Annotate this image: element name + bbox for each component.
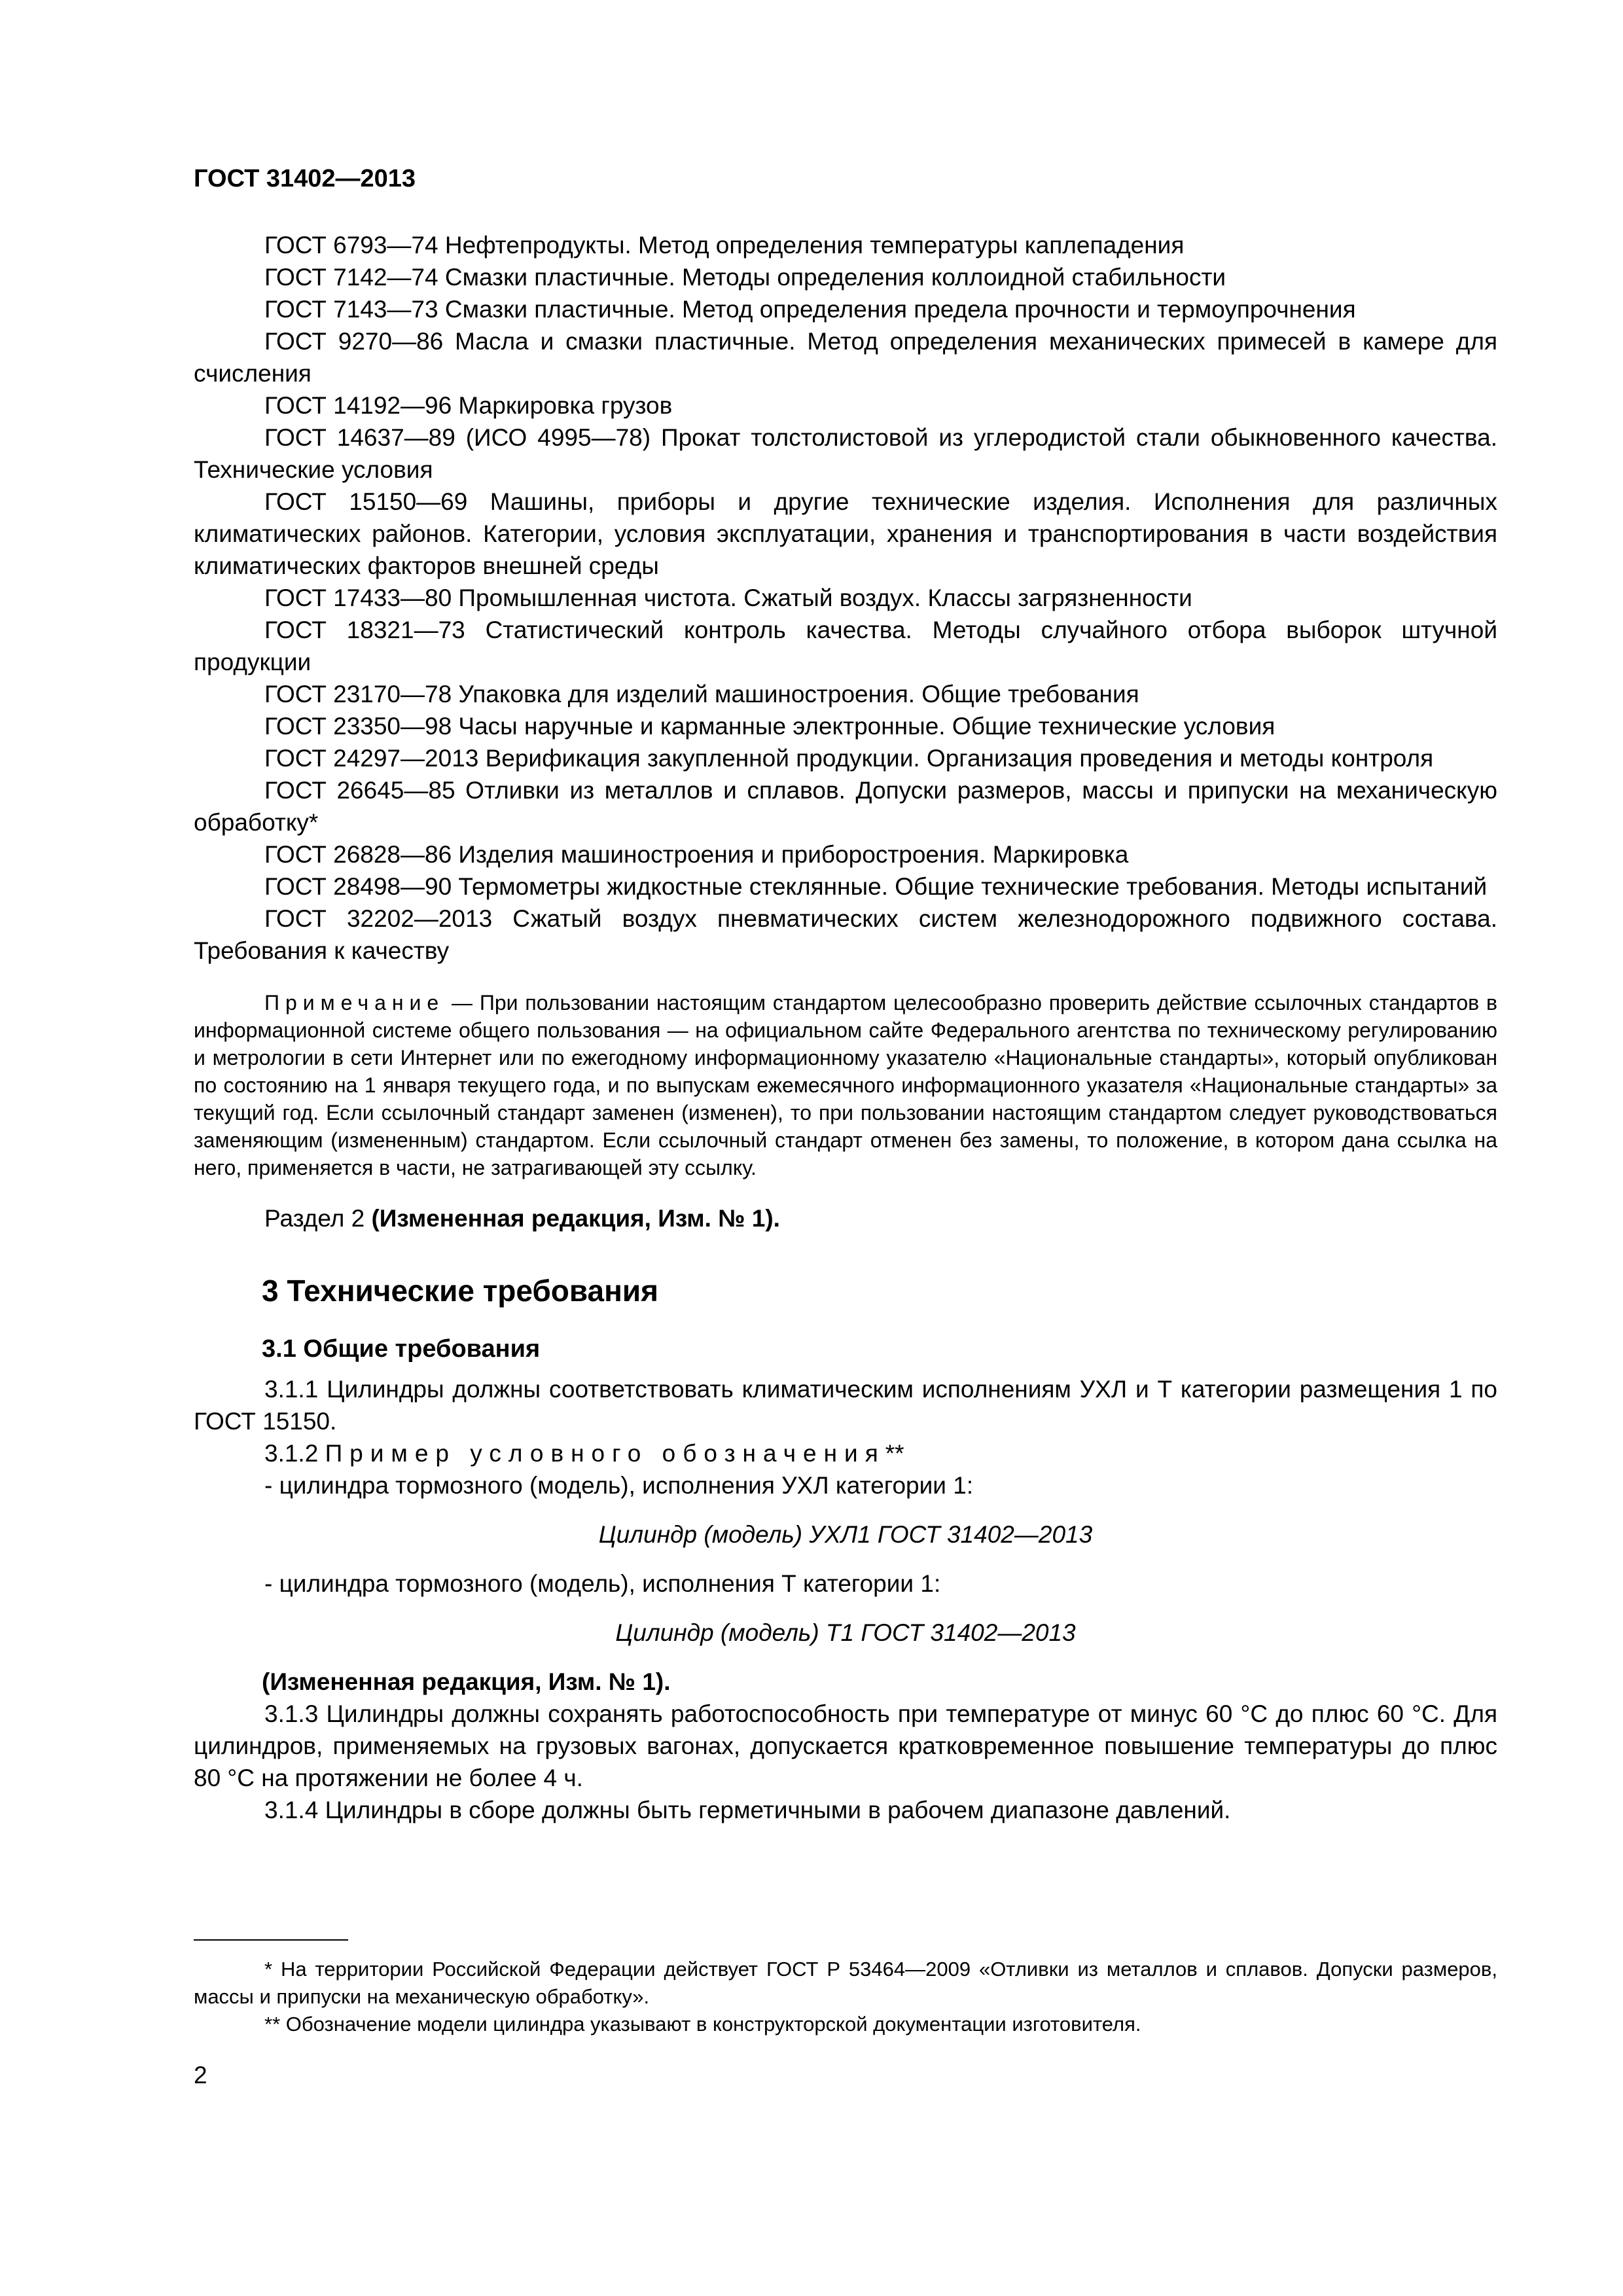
clause-label: Пример условного обозначения bbox=[325, 1440, 885, 1467]
example-description: - цилиндра тормозного (модель), исполнения УХЛ категории 1: bbox=[264, 1472, 974, 1499]
reference-item: ГОСТ 14637—89 (ИСО 4995—78) Прокат толстолистовой из углеродистой стали обыкновенного качества. Технические условия bbox=[194, 424, 1497, 483]
reference-item: ГОСТ 23350—98 Часы наручные и карманные электронные. Общие технические условия bbox=[264, 713, 1275, 740]
reference-list bbox=[194, 229, 1497, 967]
reference-item: ГОСТ 15150—69 Машины, приборы и другие технические изделия. Исполнения для различных климатических районов. Категории, условия эксплуатации, хранения и транспортирования в части воздействия климатических факторов внешней среды bbox=[194, 488, 1497, 579]
reference-item: ГОСТ 26828—86 Изделия машиностроения и приборостроения. Маркировка bbox=[264, 841, 1129, 868]
clause-amendment: (Измененная редакция, Изм. № 1). bbox=[262, 1668, 671, 1695]
footnote: * На территории Российской Федерации действует ГОСТ Р 53464—2009 «Отливки из металлов и сплавов. Допуски размеров, массы и припуски на механическую обработку». bbox=[194, 1958, 1497, 2008]
reference-item: ГОСТ 18321—73 Статистический контроль качества. Методы случайного отбора выборок штучной продукции bbox=[194, 617, 1497, 675]
page-number: 2 bbox=[194, 2062, 207, 2089]
reference-item: ГОСТ 32202—2013 Сжатый воздух пневматических систем железнодорожного подвижного состава. Требования к качеству bbox=[194, 905, 1497, 964]
footnote-separator bbox=[194, 1939, 348, 1941]
reference-item: ГОСТ 7142—74 Смазки пластичные. Методы определения коллоидной стабильности bbox=[264, 264, 1226, 291]
reference-item: ГОСТ 17433—80 Промышленная чистота. Сжатый воздух. Классы загрязненности bbox=[264, 584, 1192, 611]
reference-item: ГОСТ 28498—90 Термометры жидкостные стеклянные. Общие технические требования. Методы испытаний bbox=[264, 873, 1488, 900]
reference-item: ГОСТ 9270—86 Масла и смазки пластичные. Метод определения механических примесей в камере для счисления bbox=[194, 328, 1497, 387]
clause-3-1-3: 3.1.3 Цилиндры должны сохранять работоспособность при температуре от минус 60 °С до плюс 60 °С. Для цилиндров, применяемых на грузовых вагонах, допускается кратковременное повышение температуры до плюс 80 °С на протяжении не более 4 ч. bbox=[194, 1700, 1497, 1791]
reference-item: ГОСТ 7143—73 Смазки пластичные. Метод определения предела прочности и термоупрочнения bbox=[264, 296, 1356, 323]
document-header: ГОСТ 31402—2013 bbox=[194, 165, 416, 192]
reference-item: ГОСТ 14192—96 Маркировка грузов bbox=[264, 392, 673, 419]
section-title: 3 Технические требования bbox=[262, 1274, 658, 1308]
section2-amendment bbox=[194, 1202, 1497, 1234]
clause-3-1-1: 3.1.1 Цилиндры должны соответствовать климатическим исполнениям УХЛ и Т категории размещения 1 по ГОСТ 15150. bbox=[194, 1376, 1497, 1435]
subsection-title: 3.1 Общие требования bbox=[262, 1335, 541, 1363]
example-description: - цилиндра тормозного (модель), исполнения Т категории 1: bbox=[264, 1570, 941, 1597]
clause-number: 3.1.2 bbox=[264, 1440, 319, 1467]
section2-amendment-bold: (Измененная редакция, Изм. № 1). bbox=[371, 1205, 780, 1232]
reference-item: ГОСТ 24297—2013 Верификация закупленной продукции. Организация проведения и методы контроля bbox=[264, 745, 1434, 772]
reference-note bbox=[194, 989, 1497, 1181]
footnote: ** Обозначение модели цилиндра указывают в конструкторской документации изготовителя. bbox=[264, 2013, 1141, 2036]
section2-amendment-prefix: Раздел 2 bbox=[264, 1205, 365, 1232]
designation-example: Цилиндр (модель) УХЛ1 ГОСТ 31402—2013 bbox=[598, 1521, 1093, 1548]
footnotes bbox=[194, 1956, 1497, 2038]
reference-item: ГОСТ 26645—85 Отливки из металлов и сплавов. Допуски размеров, массы и припуски на механическую обработку* bbox=[194, 777, 1497, 836]
clause-3-1-2 bbox=[194, 1437, 1497, 1469]
footnote-mark: ** bbox=[885, 1440, 904, 1467]
reference-item: ГОСТ 23170—78 Упаковка для изделий машиностроения. Общие требования bbox=[264, 681, 1139, 708]
clause-3-1-4: 3.1.4 Цилиндры в сборе должны быть герметичными в рабочем диапазоне давлений. bbox=[264, 1797, 1231, 1823]
note-label: Примечание bbox=[264, 991, 445, 1014]
document-body bbox=[194, 229, 1497, 1826]
reference-item: ГОСТ 6793—74 Нефтепродукты. Метод определения температуры каплепадения bbox=[264, 232, 1185, 259]
designation-example: Цилиндр (модель) Т1 ГОСТ 31402—2013 bbox=[615, 1619, 1076, 1646]
note-text: — При пользовании настоящим стандартом целесообразно проверить действие ссылочных стандартов в информационной системе общего пользования — на официальном сайте Федерального агентства по техническому регулированию и метрологии в сети Интернет или по ежегодному информационному указателю «Национальные стандарты», который опубликован по состоянию на 1 января текущего года, и по выпускам ежемесячного информационного указателя «Национальные стандарты» за текущий год. Если ссылочный стандарт заменен (изменен), то при пользовании настоящим стандартом следует руководствоваться заменяющим (измененным) стандартом. Если ссылочный стандарт отменен без замены, то положение, в котором дана ссылка на него, применяется в части, не затрагивающей эту ссылку. bbox=[194, 991, 1497, 1179]
